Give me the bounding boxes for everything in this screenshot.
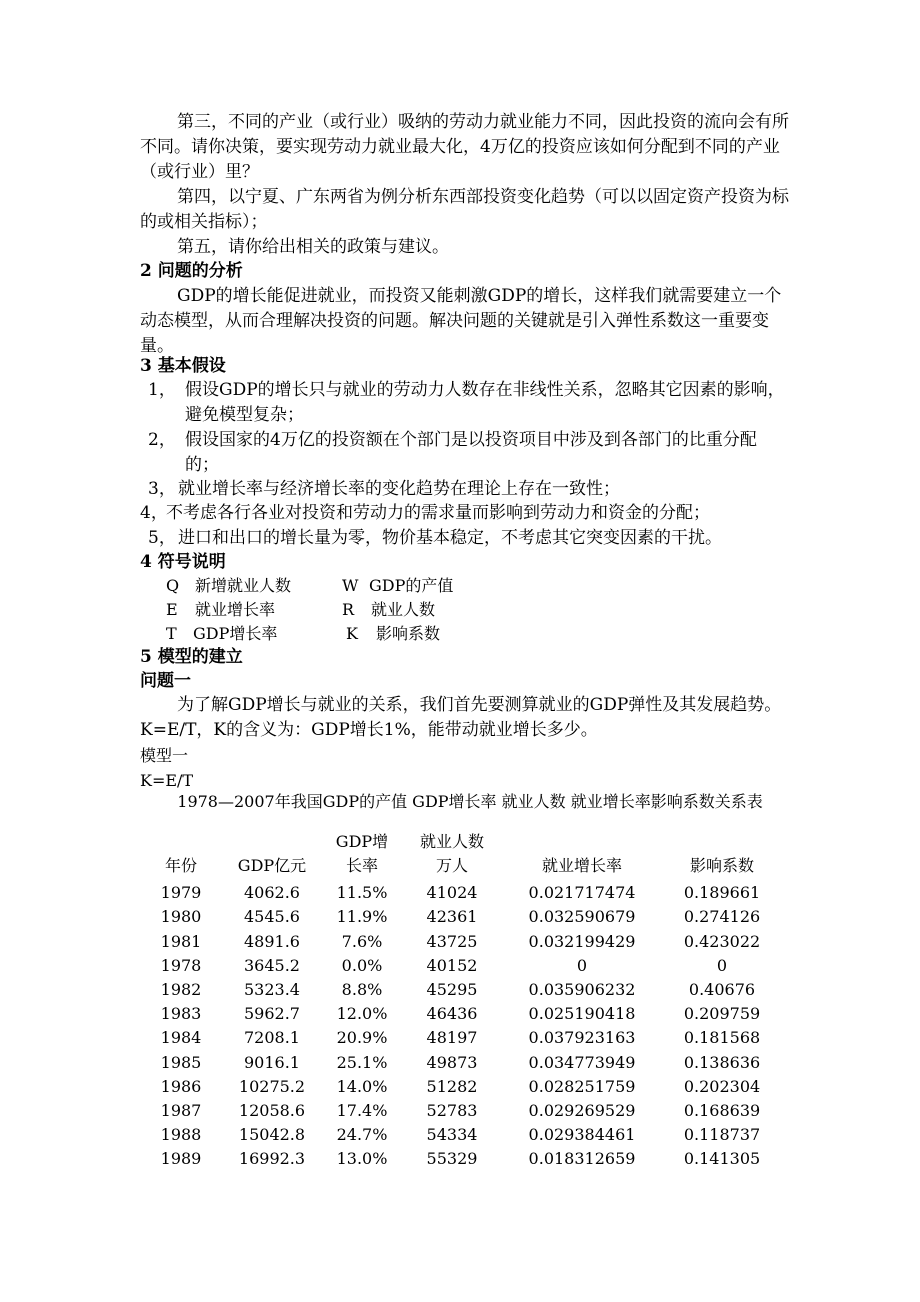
table-cell: 0.141305 (683, 1149, 761, 1169)
symbol-w-desc: GDP的产值 (369, 576, 454, 595)
table-row (140, 999, 782, 1023)
assumption-number: 4， (140, 503, 168, 523)
table-cell: 0.209759 (683, 1004, 761, 1024)
table-cell: 1981 (160, 931, 202, 951)
table-row (140, 926, 782, 950)
table-cell: 54334 (426, 1125, 478, 1145)
table-cell: 0.40676 (688, 979, 756, 999)
table-cell: 8.8% (341, 979, 383, 999)
table-row (140, 1120, 782, 1144)
paragraph-fourth: 第四，以宁夏、广东两省为例分析东西部投资变化趋势（可以以固定资产投资为标的或相关指标）； (140, 187, 789, 232)
table-cell: 52783 (426, 1100, 478, 1120)
table-cell: 0.025190418 (528, 1004, 636, 1024)
table-row (140, 878, 782, 902)
formula: K=E/T (140, 771, 194, 790)
table-cell: 46436 (426, 1004, 478, 1024)
table-cell: 5962.7 (244, 1004, 300, 1024)
data-table (140, 830, 782, 1168)
table-cell: 1983 (160, 1004, 202, 1024)
table-cell: 0 (716, 955, 728, 975)
table-row (140, 1072, 782, 1096)
assumption-number: 3， (148, 479, 176, 499)
table-cell: 45295 (426, 979, 478, 999)
table-cell: 1988 (160, 1125, 202, 1145)
symbol-t: T (166, 624, 177, 643)
table-cell: 0.138636 (683, 1052, 761, 1072)
table-cell: 55329 (426, 1149, 478, 1169)
table-cell: 1980 (160, 907, 202, 927)
table-cell: 1978 (160, 955, 202, 975)
table-cell: 0.029269529 (528, 1100, 636, 1120)
table-row (140, 1023, 782, 1047)
table-cell: 43725 (426, 931, 478, 951)
table-row (140, 1096, 782, 1120)
symbol-k: K (346, 624, 358, 643)
table-cell: 0.018312659 (528, 1149, 636, 1169)
table-cell: 49873 (426, 1052, 478, 1072)
table-cell: 12058.6 (238, 1100, 306, 1120)
symbol-r-desc: 就业人数 (371, 600, 436, 619)
assumption-item (148, 526, 808, 551)
table-cell: 42361 (426, 907, 478, 927)
table-cell: 15042.8 (238, 1125, 306, 1145)
table-cell: 1979 (160, 883, 202, 903)
table-cell: 4062.6 (244, 883, 300, 903)
table-cell: 41024 (426, 883, 478, 903)
table-cell: 20.9% (336, 1028, 388, 1048)
table-cell: 1987 (160, 1100, 202, 1120)
paragraph-problem-one: 为了解GDP增长与就业的关系，我们首先要测算就业的GDP弹性及其发展趋势。K=E/T，K的含义为：GDP增长1%，能带动就业增长多少。 (140, 695, 782, 740)
paragraph-third: 第三，不同的产业（或行业）吸纳的劳动力就业能力不同，因此投资的流向会有所不同。请你决策，要实现劳动力就业最大化，4万亿的投资应该如何分配到不同的产业（或行业）里？ (140, 112, 789, 182)
table-cell: 0.118737 (683, 1125, 761, 1145)
assumption-text: 假设国家的4万亿的投资额在个部门是以投资项目中涉及到各部门的比重分配的； (185, 430, 757, 475)
assumption-item (148, 428, 788, 478)
table-cell: 0.029384461 (528, 1125, 636, 1145)
heading-assumptions: 3 基本假设 (140, 356, 226, 376)
table-cell: 0.035906232 (528, 979, 636, 999)
table-cell: 16992.3 (238, 1149, 306, 1169)
table-row (140, 1144, 782, 1168)
heading-problem-analysis: 2 问题的分析 (140, 261, 243, 281)
assumption-item (148, 477, 788, 502)
table-cell: 1985 (160, 1052, 202, 1072)
table-cell: 1989 (160, 1149, 202, 1169)
table-cell: 24.7% (336, 1125, 388, 1145)
assumption-item (140, 501, 800, 526)
paragraph-analysis: GDP的增长能促进就业，而投资又能刺激GDP的增长，这样我们就需要建立一个动态模型，从而合理解决投资的问题。解决问题的关键就是引入弹性系数这一重要变量。 (140, 286, 782, 356)
symbol-e: E (166, 600, 178, 619)
table-cell: 0.037923163 (528, 1028, 636, 1048)
column-header: 影响系数 (689, 856, 754, 875)
table-cell: 0.423022 (683, 931, 761, 951)
table-cell: 0 (576, 955, 588, 975)
table-cell: 1982 (160, 979, 202, 999)
table-cell: 0.274126 (683, 907, 761, 927)
table-cell: 12.0% (336, 1004, 388, 1024)
table-cell: 0.0% (341, 955, 383, 975)
assumption-number: 2， (148, 430, 176, 450)
symbol-e-desc: 就业增长率 (195, 600, 276, 619)
column-header: GDP亿元 (237, 856, 307, 875)
table-cell: 4891.6 (244, 931, 300, 951)
model-label: 模型一 (140, 746, 189, 765)
table-cell: 48197 (426, 1028, 478, 1048)
table-cell: 1984 (160, 1028, 202, 1048)
heading-symbols: 4 符号说明 (140, 552, 226, 572)
column-header: 就业人数 万人 (419, 832, 484, 875)
table-cell: 9016.1 (244, 1052, 300, 1072)
table-cell: 1986 (160, 1076, 202, 1096)
assumption-item (148, 378, 788, 428)
table-cell: 0.168639 (683, 1100, 761, 1120)
assumption-text: 不考虑各行各业对投资和劳动力的需求量而影响到劳动力和资金的分配； (166, 503, 710, 523)
column-header: GDP增 长率 (335, 832, 389, 875)
table-cell: 0.034773949 (528, 1052, 636, 1072)
symbol-r: R (342, 600, 355, 619)
symbol-q: Q (166, 576, 180, 595)
table-cell: 4545.6 (244, 907, 300, 927)
table-row (140, 951, 782, 975)
table-cell: 40152 (426, 955, 478, 975)
symbol-w: W (342, 576, 359, 595)
table-cell: 0.032199429 (528, 931, 636, 951)
table-cell: 0.202304 (683, 1076, 761, 1096)
table-row (140, 1047, 782, 1071)
symbol-t-desc: GDP增长率 (193, 624, 278, 643)
assumption-text: 进口和出口的增长量为零，物价基本稳定，不考虑其它突变因素的干扰。 (178, 528, 722, 548)
table-cell: 17.4% (336, 1100, 388, 1120)
table-cell: 14.0% (336, 1076, 388, 1096)
assumption-number: 5， (148, 528, 176, 548)
paragraph-fifth: 第五，请你给出相关的政策与建议。 (177, 237, 449, 257)
table-cell: 51282 (426, 1076, 478, 1096)
table-cell: 25.1% (336, 1052, 388, 1072)
table-title: 1978—2007年我国GDP的产值 GDP增长率 就业人数 就业增长率影响系数关系表 (177, 792, 763, 811)
table-row (140, 902, 782, 926)
table-cell: 7208.1 (244, 1028, 300, 1048)
table-cell: 11.5% (336, 883, 388, 903)
table-header-row (140, 830, 782, 878)
symbol-k-desc: 影响系数 (376, 624, 441, 643)
table-cell: 11.9% (336, 907, 388, 927)
table-cell: 0.028251759 (528, 1076, 636, 1096)
subheading-problem-one: 问题一 (140, 671, 191, 691)
table-cell: 7.6% (341, 931, 383, 951)
table-cell: 0.189661 (683, 883, 761, 903)
table-row (140, 975, 782, 999)
assumption-text: 假设GDP的增长只与就业的劳动力人数存在非线性关系，忽略其它因素的影响，避免模型复杂； (185, 380, 785, 425)
table-cell: 0.032590679 (528, 907, 636, 927)
assumption-number: 1， (148, 380, 176, 400)
column-header: 就业增长率 (541, 856, 622, 875)
table-cell: 5323.4 (244, 979, 300, 999)
column-header: 年份 (164, 856, 197, 875)
table-cell: 3645.2 (244, 955, 300, 975)
heading-model: 5 模型的建立 (140, 647, 243, 667)
table-cell: 0.181568 (683, 1028, 761, 1048)
table-cell: 0.021717474 (528, 883, 636, 903)
table-cell: 13.0% (336, 1149, 388, 1169)
table-cell: 10275.2 (238, 1076, 306, 1096)
symbol-q-desc: 新增就业人数 (195, 576, 292, 595)
assumption-text: 就业增长率与经济增长率的变化趋势在理论上存在一致性； (178, 479, 620, 499)
